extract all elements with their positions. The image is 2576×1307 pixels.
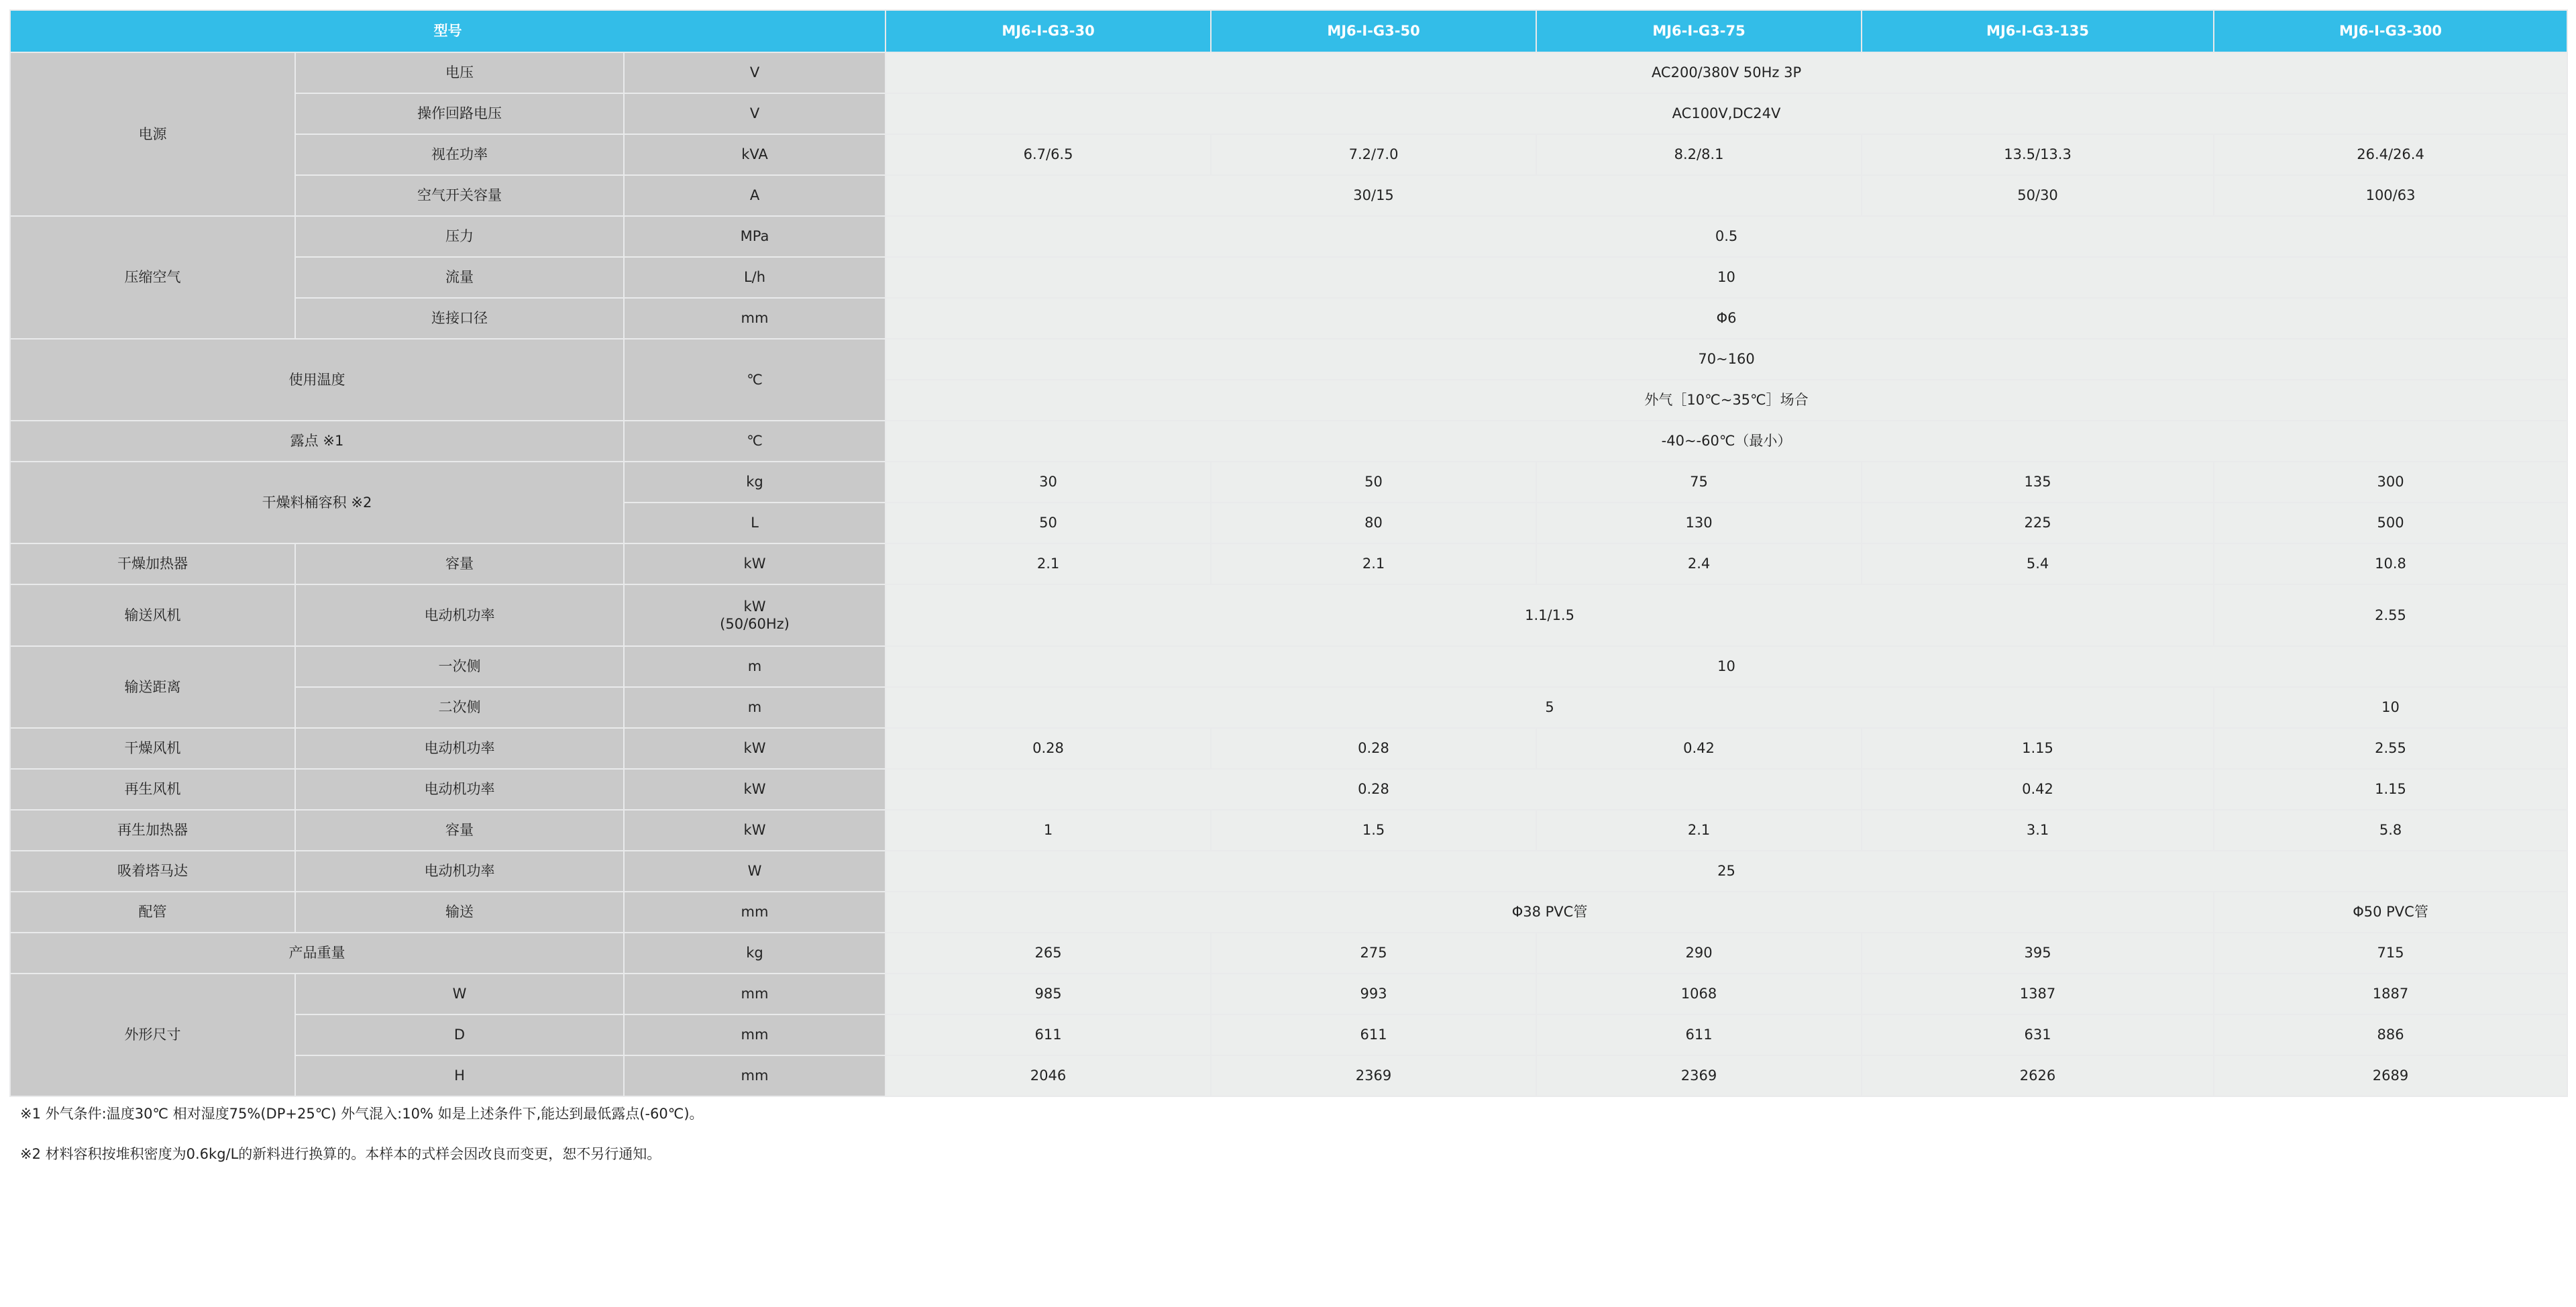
value-dry-fan-4: 1.15 [1862, 728, 2214, 769]
header-model-5: MJ6-Ⅰ-G3-300 [2214, 10, 2567, 52]
unit-dry-fan: kW [624, 728, 885, 769]
value-hopper-kg-3: 75 [1536, 462, 1862, 503]
value-hopper-kg-5: 300 [2214, 462, 2567, 503]
unit-dim-d: mm [624, 1014, 885, 1055]
value-dry-heater-1: 2.1 [885, 543, 1211, 584]
value-apparent-power-4: 13.5/13.3 [1862, 134, 2214, 175]
row-dew [10, 421, 2567, 462]
item-breaker: 空气开关容量 [295, 175, 624, 216]
row-voltage [10, 52, 2567, 93]
value-weight-4: 395 [1862, 933, 2214, 974]
value-dim-d-4: 631 [1862, 1014, 2214, 1055]
value-hopper-l-5: 500 [2214, 503, 2567, 543]
unit-regen-fan: kW [624, 769, 885, 810]
unit-conv-fan-main: kW [743, 598, 766, 615]
value-apparent-power-1: 6.7/6.5 [885, 134, 1211, 175]
unit-conv-secondary: m [624, 687, 885, 728]
item-dry-fan: 电动机功率 [295, 728, 624, 769]
group-motor: 吸着塔马达 [10, 851, 295, 892]
item-pressure: 压力 [295, 216, 624, 257]
header-model-4: MJ6-Ⅰ-G3-135 [1862, 10, 2214, 52]
header-model-3: MJ6-Ⅰ-G3-75 [1536, 10, 1862, 52]
unit-use-temp: ℃ [624, 339, 885, 421]
item-dim-w: W [295, 974, 624, 1014]
value-hopper-l-2: 80 [1211, 503, 1536, 543]
unit-ctrl-voltage: V [624, 93, 885, 134]
unit-dew: ℃ [624, 421, 885, 462]
value-hopper-l-3: 130 [1536, 503, 1862, 543]
value-dim-w-3: 1068 [1536, 974, 1862, 1014]
row-ctrl-voltage [10, 93, 2567, 134]
value-dim-h-3: 2369 [1536, 1055, 1862, 1096]
unit-conv-primary: m [624, 646, 885, 687]
group-use-temp: 使用温度 [10, 339, 624, 421]
row-conv-primary [10, 646, 2567, 687]
value-flow: 10 [885, 257, 2567, 298]
value-weight-2: 275 [1211, 933, 1536, 974]
unit-conv-fan [624, 584, 885, 646]
group-weight: 产品重量 [10, 933, 624, 974]
value-regen-fan-2: 0.42 [1862, 769, 2214, 810]
value-hopper-kg-1: 30 [885, 462, 1211, 503]
value-dew: -40~-60℃（最小） [885, 421, 2567, 462]
unit-dim-h: mm [624, 1055, 885, 1096]
unit-breaker: A [624, 175, 885, 216]
value-dry-fan-1: 0.28 [885, 728, 1211, 769]
unit-regen-heater: kW [624, 810, 885, 851]
value-ctrl-voltage: AC100V,DC24V [885, 93, 2567, 134]
group-dry-fan: 干燥风机 [10, 728, 295, 769]
group-regen-heater: 再生加热器 [10, 810, 295, 851]
row-flow [10, 257, 2567, 298]
row-apparent-power [10, 134, 2567, 175]
group-dry-heater: 干燥加热器 [10, 543, 295, 584]
item-conv-fan: 电动机功率 [295, 584, 624, 646]
unit-hopper-kg: kg [624, 462, 885, 503]
value-conv-fan-1: 1.1/1.5 [885, 584, 2214, 646]
item-apparent-power: 视在功率 [295, 134, 624, 175]
value-pipe-1: Φ38 PVC管 [885, 892, 2214, 933]
row-regen-fan [10, 769, 2567, 810]
value-dim-d-1: 611 [885, 1014, 1211, 1055]
value-dim-d-3: 611 [1536, 1014, 1862, 1055]
unit-pressure: MPa [624, 216, 885, 257]
value-regen-heater-1: 1 [885, 810, 1211, 851]
unit-conv-fan-freq: (50/60Hz) [720, 616, 790, 632]
row-conv-secondary [10, 687, 2567, 728]
row-dim-d [10, 1014, 2567, 1055]
value-regen-heater-2: 1.5 [1211, 810, 1536, 851]
row-dry-fan [10, 728, 2567, 769]
row-pressure [10, 216, 2567, 257]
value-pressure: 0.5 [885, 216, 2567, 257]
value-dim-w-5: 1887 [2214, 974, 2567, 1014]
value-conv-secondary-2: 10 [2214, 687, 2567, 728]
group-conv-dist: 输送距离 [10, 646, 295, 728]
value-dim-h-2: 2369 [1211, 1055, 1536, 1096]
spec-table [9, 9, 2568, 1097]
unit-apparent-power: kVA [624, 134, 885, 175]
footnote-2: ※2 材料容积按堆积密度为0.6kg/L的新料进行换算的。本样本的式样会因改良而变更，恕不另行通知。 [20, 1146, 661, 1162]
group-dew: 露点 ※1 [10, 421, 624, 462]
unit-port: mm [624, 298, 885, 339]
item-flow: 流量 [295, 257, 624, 298]
item-conv-primary: 一次侧 [295, 646, 624, 687]
value-voltage: AC200/380V 50Hz 3P [885, 52, 2567, 93]
row-regen-heater [10, 810, 2567, 851]
unit-motor: W [624, 851, 885, 892]
item-voltage: 电压 [295, 52, 624, 93]
item-motor: 电动机功率 [295, 851, 624, 892]
value-breaker-1: 30/15 [885, 175, 1862, 216]
group-hopper: 干燥料桶容积 ※2 [10, 462, 624, 543]
value-regen-fan-1: 0.28 [885, 769, 1862, 810]
header-model-label: 型号 [10, 10, 885, 52]
value-regen-fan-3: 1.15 [2214, 769, 2567, 810]
value-hopper-l-1: 50 [885, 503, 1211, 543]
value-dim-h-5: 2689 [2214, 1055, 2567, 1096]
value-breaker-3: 100/63 [2214, 175, 2567, 216]
value-regen-heater-5: 5.8 [2214, 810, 2567, 851]
value-dim-w-1: 985 [885, 974, 1211, 1014]
value-dry-fan-5: 2.55 [2214, 728, 2567, 769]
value-port: Φ6 [885, 298, 2567, 339]
row-pipe [10, 892, 2567, 933]
value-motor: 25 [885, 851, 2567, 892]
value-dim-h-4: 2626 [1862, 1055, 2214, 1096]
row-port [10, 298, 2567, 339]
value-weight-1: 265 [885, 933, 1211, 974]
value-regen-heater-3: 2.1 [1536, 810, 1862, 851]
value-dim-d-5: 886 [2214, 1014, 2567, 1055]
group-power: 电源 [10, 52, 295, 216]
header-row [10, 10, 2567, 52]
item-regen-fan: 电动机功率 [295, 769, 624, 810]
footnote-1: ※1 外气条件:温度30℃ 相对湿度75%(DP+25℃) 外气混入:10% 如是上述条件下,能达到最低露点(-60℃)。 [20, 1106, 704, 1122]
row-weight [10, 933, 2567, 974]
value-regen-heater-4: 3.1 [1862, 810, 2214, 851]
value-use-temp-range: 70~160 [885, 339, 2567, 380]
item-conv-secondary: 二次侧 [295, 687, 624, 728]
unit-hopper-l: L [624, 503, 885, 543]
group-dims: 外形尺寸 [10, 974, 295, 1096]
value-dim-w-2: 993 [1211, 974, 1536, 1014]
row-use-temp-1 [10, 339, 2567, 380]
value-conv-secondary-1: 5 [885, 687, 2214, 728]
item-dry-heater: 容量 [295, 543, 624, 584]
value-pipe-2: Φ50 PVC管 [2214, 892, 2567, 933]
unit-voltage: V [624, 52, 885, 93]
row-dim-w [10, 974, 2567, 1014]
value-dry-heater-4: 5.4 [1862, 543, 2214, 584]
header-model-1: MJ6-Ⅰ-G3-30 [885, 10, 1211, 52]
value-hopper-l-4: 225 [1862, 503, 2214, 543]
row-hopper-kg [10, 462, 2567, 503]
value-hopper-kg-2: 50 [1211, 462, 1536, 503]
value-conv-primary: 10 [885, 646, 2567, 687]
item-ctrl-voltage: 操作回路电压 [295, 93, 624, 134]
value-dim-h-1: 2046 [885, 1055, 1211, 1096]
header-model-2: MJ6-Ⅰ-G3-50 [1211, 10, 1536, 52]
row-dim-h [10, 1055, 2567, 1096]
item-port: 连接口径 [295, 298, 624, 339]
row-breaker [10, 175, 2567, 216]
value-use-temp-condition: 外气［10℃~35℃］场合 [885, 380, 2567, 421]
value-dry-heater-5: 10.8 [2214, 543, 2567, 584]
row-dry-heater [10, 543, 2567, 584]
value-conv-fan-2: 2.55 [2214, 584, 2567, 646]
row-motor [10, 851, 2567, 892]
group-pipe: 配管 [10, 892, 295, 933]
unit-weight: kg [624, 933, 885, 974]
unit-dim-w: mm [624, 974, 885, 1014]
item-dim-d: D [295, 1014, 624, 1055]
group-regen-fan: 再生风机 [10, 769, 295, 810]
value-breaker-2: 50/30 [1862, 175, 2214, 216]
item-dim-h: H [295, 1055, 624, 1096]
group-air: 压缩空气 [10, 216, 295, 339]
value-weight-3: 290 [1536, 933, 1862, 974]
value-weight-5: 715 [2214, 933, 2567, 974]
value-hopper-kg-4: 135 [1862, 462, 2214, 503]
value-dry-heater-2: 2.1 [1211, 543, 1536, 584]
item-pipe: 输送 [295, 892, 624, 933]
item-regen-heater: 容量 [295, 810, 624, 851]
unit-dry-heater: kW [624, 543, 885, 584]
group-conv-fan: 输送风机 [10, 584, 295, 646]
value-apparent-power-5: 26.4/26.4 [2214, 134, 2567, 175]
unit-pipe: mm [624, 892, 885, 933]
value-apparent-power-3: 8.2/8.1 [1536, 134, 1862, 175]
value-apparent-power-2: 7.2/7.0 [1211, 134, 1536, 175]
value-dry-fan-2: 0.28 [1211, 728, 1536, 769]
value-dry-fan-3: 0.42 [1536, 728, 1862, 769]
value-dry-heater-3: 2.4 [1536, 543, 1862, 584]
row-conv-fan [10, 584, 2567, 646]
value-dim-d-2: 611 [1211, 1014, 1536, 1055]
value-dim-w-4: 1387 [1862, 974, 2214, 1014]
unit-flow: L/h [624, 257, 885, 298]
